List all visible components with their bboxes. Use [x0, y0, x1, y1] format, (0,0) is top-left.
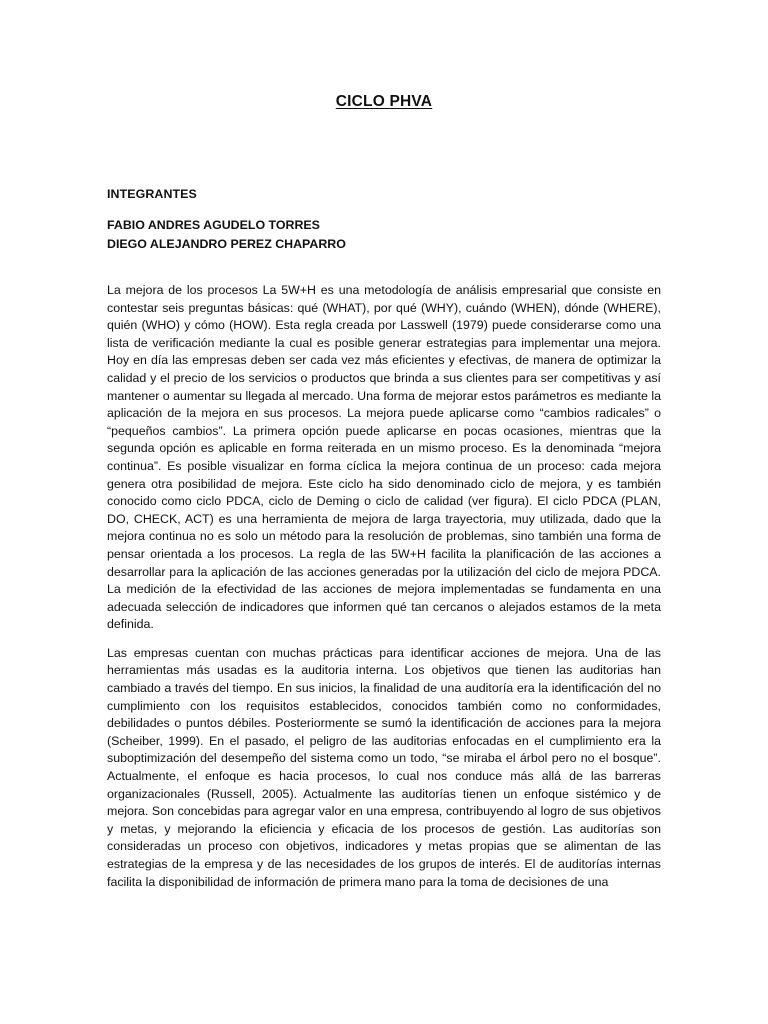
- document-title: CICLO PHVA: [335, 93, 433, 110]
- body-paragraph: Las empresas cuentan con muchas prácticas para identificar acciones de mejora. Una de las herramientas más usadas es la auditoria interna. Los objetivos que tienen las auditorias han cambiado a través del tiempo. En sus inicios, la finalidad de una auditoría era la identificación del no cumplimiento con los requisitos establecidos, conocidos también como no conformidades, debilidades o puntos débiles. Posteriormente se sumó la identificación de acciones para la mejora (Scheiber, 1999). En el pasado, el peligro de las auditorias enfocadas en el cumplimiento era la suboptimización del desempeño del sistema como un todo, “se miraba el árbol pero no el bosque”. Actualmente, el enfoque es hacia procesos, lo cual nos conduce más allá de las barreras organizacionales (Russell, 2005). Actualmente las auditorías tienen un enfoque sistémico y de mejora. Son concebidas para agregar valor en una empresa, contribuyendo al logro de sus objetivos y metas, y mejorando la eficiencia y eficacia de los procesos de gestión. Las auditorías son consideradas un proceso con objetivos, indicadores y metas propias que se alimentan de las estrategias de la empresa y de las necesidades de los grupos de interés. El de auditorías internas facilita la disponibilidad de información de primera mano para la toma de decisiones de una: [107, 645, 661, 889]
- member-name: DIEGO ALEJANDRO PEREZ CHAPARRO: [107, 237, 346, 251]
- document-body: [107, 282, 661, 902]
- member-name: FABIO ANDRES AGUDELO TORRES: [107, 218, 320, 232]
- members-heading: INTEGRANTES: [107, 187, 197, 201]
- members-list: [107, 216, 346, 254]
- body-paragraph: La mejora de los procesos La 5W+H es una metodología de análisis empresarial que consiste en contestar seis preguntas básicas: qué (WHAT), por qué (WHY), cuándo (WHEN), dónde (WHERE), quién (WHO) y cómo (HOW). Esta regla creada por Lasswell (1979) puede considerarse como una lista de verificación mediante la cual es posible generar estrategias para implementar una mejora. Hoy en día las empresas deben ser cada vez más eficientes y efectivas, de manera de optimizar la calidad y el precio de los servicios o productos que brinda a sus clientes para ser competitivas y así mantener o aumentar su llegada al mercado. Una forma de mejorar estos parámetros es mediante la aplicación de la mejora en sus procesos. La mejora puede aplicarse como “cambios radicales” o “pequeños cambios”. La primera opción puede aplicarse en pocas ocasiones, mientras que la segunda opción es aplicable en forma reiterada en un mismo proceso. Es la denominada “mejora continua”. Es posible visualizar en forma cíclica la mejora continua de un proceso: cada mejora genera otra posibilidad de mejora. Este ciclo ha sido denominado ciclo de mejora, y es también conocido como ciclo PDCA, ciclo de Deming o ciclo de calidad (ver figura). El ciclo PDCA (PLAN, DO, CHECK, ACT) es una herramienta de mejora de larga trayectoria, muy utilizada, dado que la mejora continua no es solo un método para la resolución de problemas, sino también una forma de pensar orientada a los procesos. La regla de las 5W+H facilita la planificación de las acciones a desarrollar para la aplicación de las acciones generadas por la utilización del ciclo de mejora PDCA. La medición de la efectividad de las acciones de mejora implementadas se fundamenta en una adecuada selección de indicadores que informen qué tan cercanos o alejados estamos de la meta definida.: [107, 283, 661, 632]
